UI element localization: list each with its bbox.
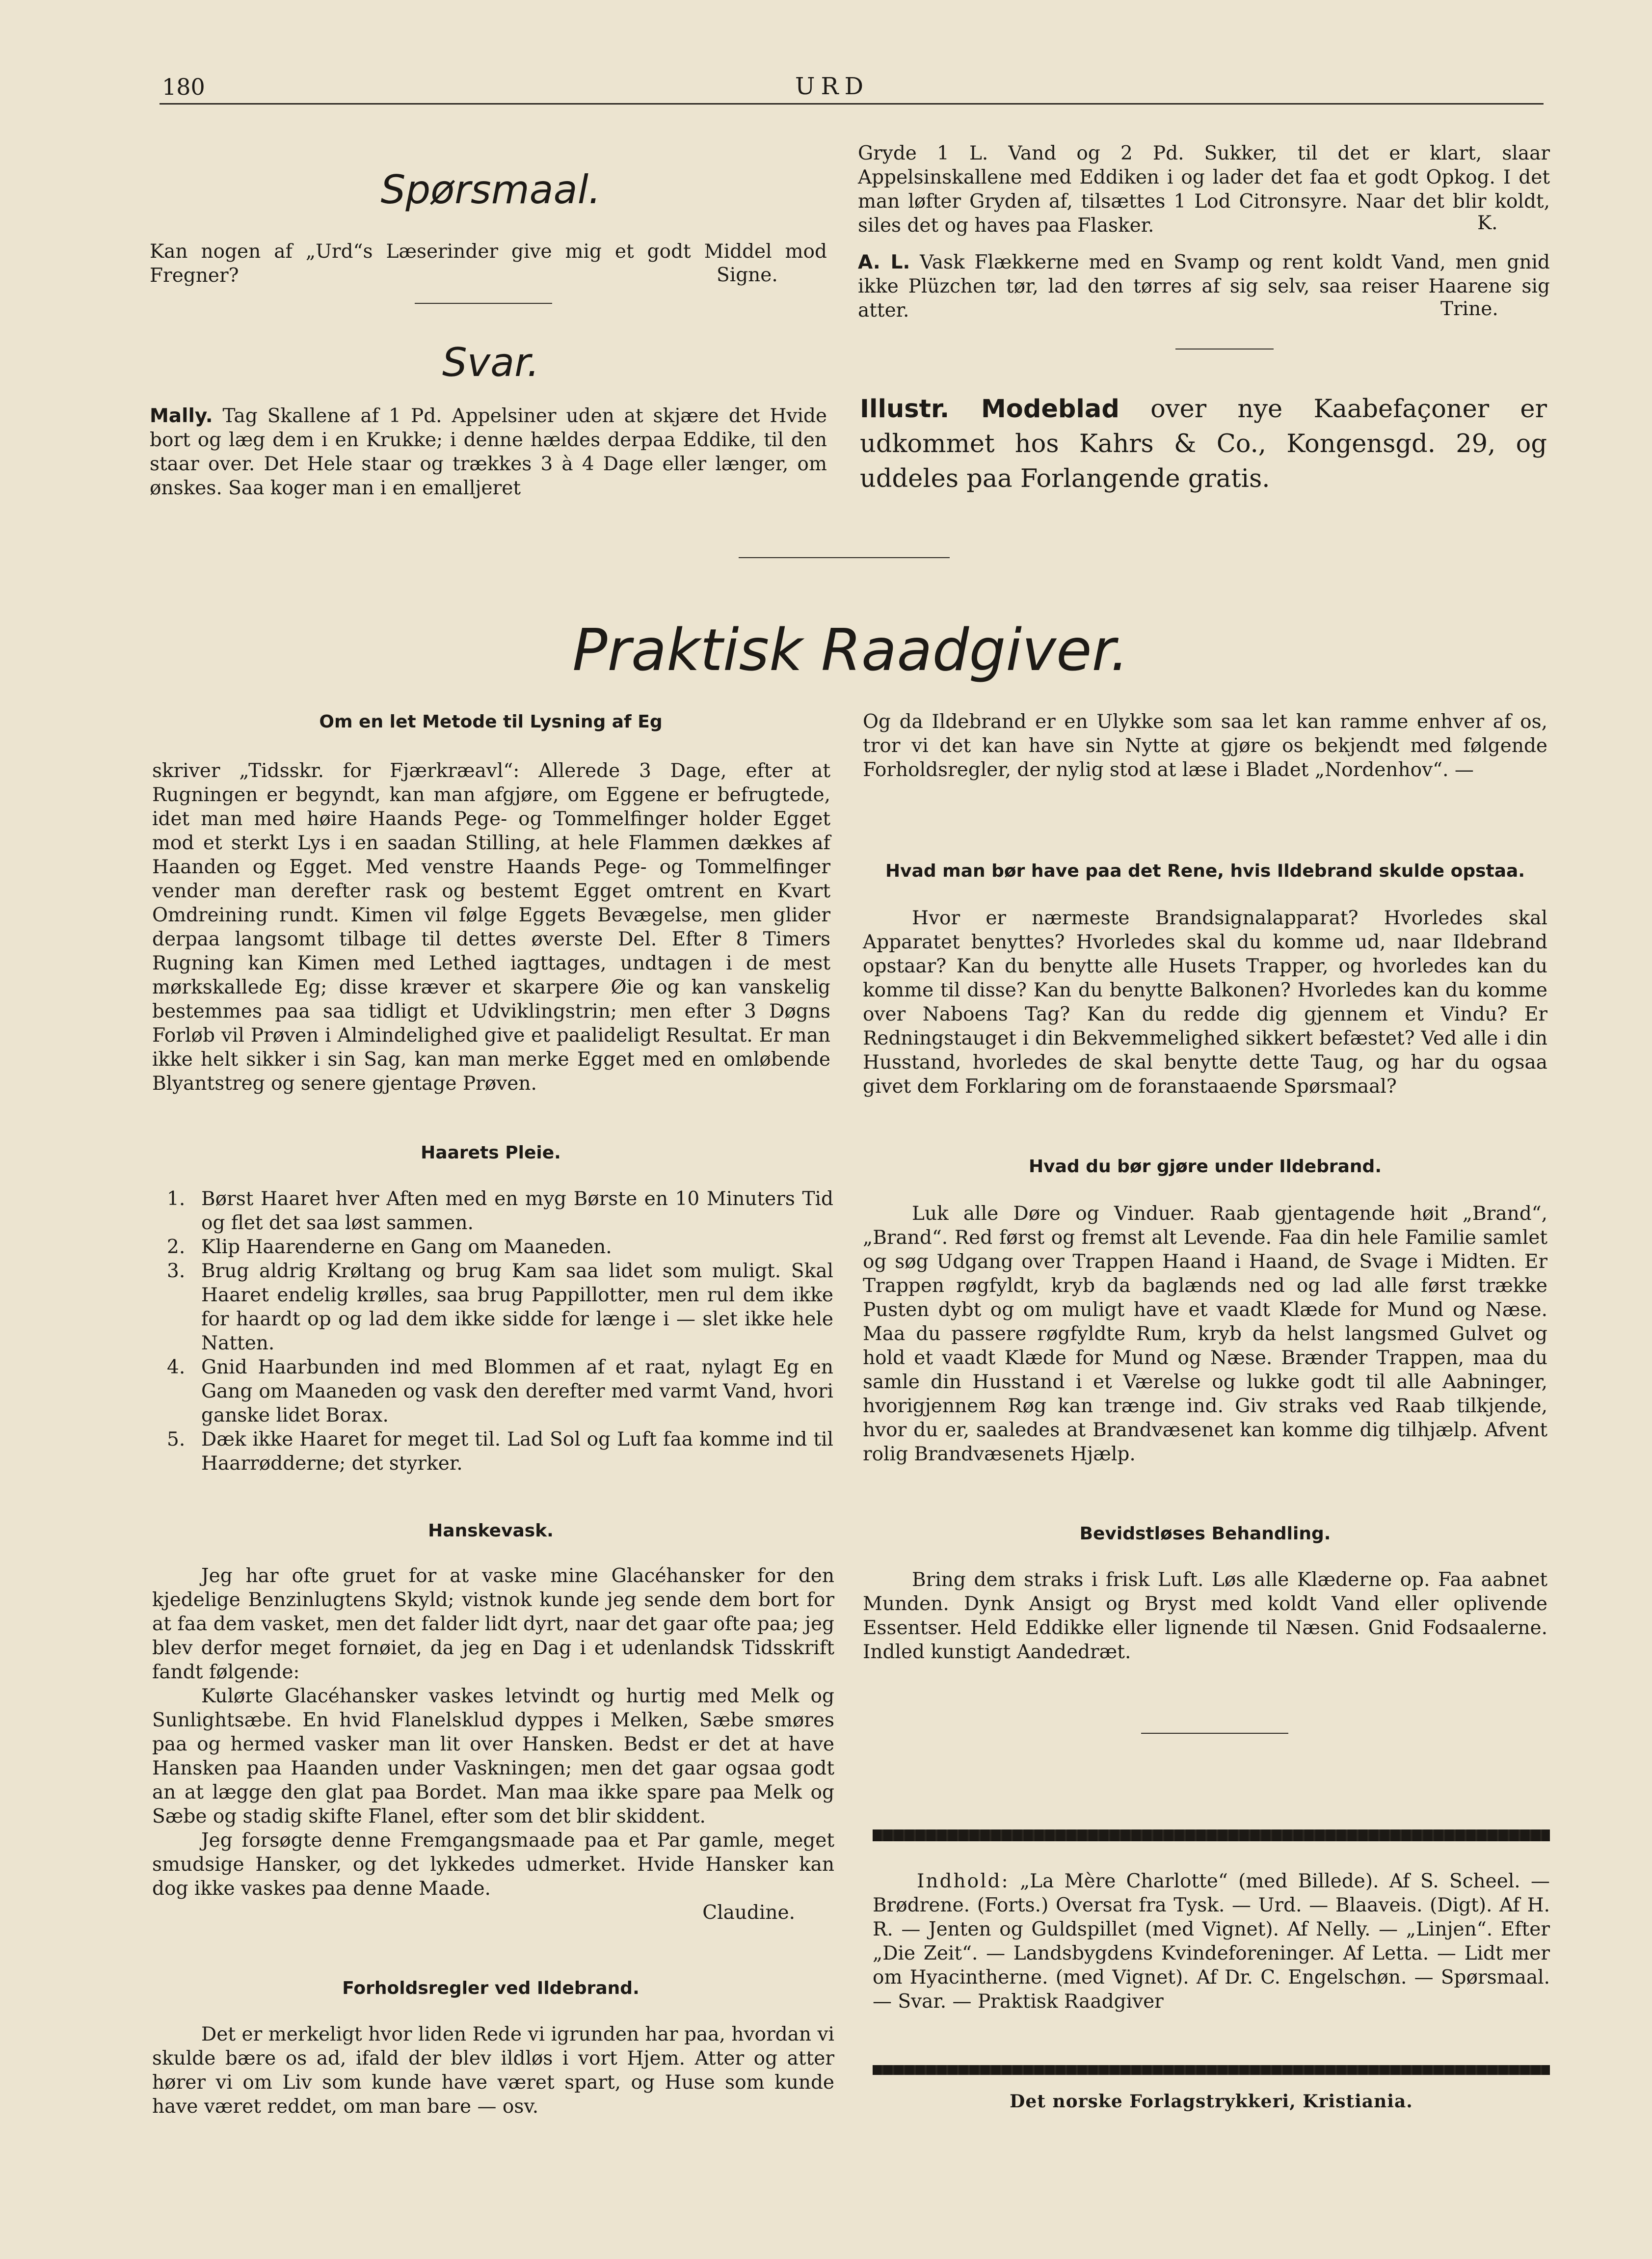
forholdsregler-heading: Forholdsregler ved Ildebrand. xyxy=(342,1978,639,1998)
sporsmaal-question: Kan nogen af „Urd“s Læserinder give mig et godt Middel mod Fregner? xyxy=(150,241,827,287)
under-heading: Hvad du bør gjøre under Ildebrand. xyxy=(1029,1156,1382,1177)
svar-al-signature: Trine. xyxy=(1440,298,1498,320)
haarets-pleie-item xyxy=(152,1259,833,1355)
indhold-top-rule xyxy=(873,1829,1550,1841)
svar-mally-lead: Mally. xyxy=(150,405,213,427)
haarets-pleie-item-number: 4. xyxy=(167,1356,186,1378)
hanskevask-p3: Jeg forsøgte denne Fremgangsmaade paa et Par gamle, meget smudsige Hansker, og det lykkedes udmerket. Hvide Hansker kan dog ikke vaskes paa denne Maade. xyxy=(152,1829,834,1900)
forholdsregler-p2: Og da Ildebrand er en Ulykke som saa let kan ramme enhver af os, tror vi det kan have sin Nytte at gjøre os bekjendt med følgende Forholdsregler, der nylig stod at læse i Bladet „Nordenhov“. — xyxy=(863,711,1547,781)
haarets-pleie-item-text: Børst Haaret hver Aften med en myg Børste en 10 Minuters Tid og flet det saa løst sammen. xyxy=(201,1188,833,1234)
haarets-pleie-item xyxy=(152,1427,833,1476)
under-text: Luk alle Døre og Vinduer. Raab gjentagende høit „Brand“, „Brand“. Red først og fremst alt Levende. Faa din hele Familie samlet og søg Udgang over Trappen Haand i Haand, de Svage i Midten. Er Trappen røgfyldt, kryb da baglænds ned og lad alle først trække Pusten dybt og om muligt have et vaadt Klæde for Mund og Næse. Maa du passere røgfyldte Rum, kryb da helst langsmed Gulvet og hold et vaadt Klæde for Mund og Næse. Brænder Trappen, maa du samle din Husstand i et Værelse og lukke godt til alle Aabninger, hvorigjennem Røg kan trænge ind. Giv straks ved Raab tilkjende, hvor du er, saaledes at Brandvæsenet kan komme dig tilhjælp. Afvent rolig Brandvæsenets Hjælp. xyxy=(863,1203,1547,1465)
haarets-pleie-item-number: 2. xyxy=(167,1236,186,1258)
svar-mally-signature: K. xyxy=(1477,212,1498,234)
sporsmaal-signature: Signe. xyxy=(717,264,778,286)
bevidstloses-text: Bring dem straks i frisk Luft. Løs alle Klæderne op. Faa aabnet Munden. Dynk Ansigt og Bryst med koldt Vand eller oplivende Essentser. Held Eddikke eller lignende til Næsen. Gnid Fodsaalerne. Indled kunstigt Aandedræt. xyxy=(863,1569,1547,1663)
rene-text: Hvor er nærmeste Brandsignalapparat? Hvorledes skal Apparatet benyttes? Hvorledes skal du komme ud, naar Ildebrand opstaar? Kan du benytte alle Husets Trapper, og hvorledes kan du komme til disse? Kan du benytte Balkonen? Hvorledes kan du komme over Naboens Tag? Kan du redde dig gjennem et Vindu? Er Redningstauget i din Bekvemmelighed sikkert befæstet? Ved alle i din Husstand, hvorledes de skal benytte dette Taug, og har du ogsaa givet dem Forklaring om de foranstaaende Spørsmaal? xyxy=(863,907,1547,1098)
haarets-pleie-item-text: Brug aldrig Krøltang og brug Kam saa lidet som muligt. Skal Haaret endelig krølles, saa brug Pappillotter, men rul dem ikke for haardt op og lad dem ikke sidde for længe i — slet ikke hele Natten. xyxy=(201,1260,833,1354)
modeblad-ad xyxy=(860,392,1547,496)
sporsmaal-title: Spørsmaal. xyxy=(380,167,601,213)
svar-mally-continued xyxy=(858,141,1550,238)
svar-mally xyxy=(150,404,827,500)
right-divider xyxy=(1141,1733,1288,1734)
svar-al-text: Vask Flækkerne med en Svamp og rent koldt Vand, men gnid ikke Plüzchen tør, lad den tørres af sig selv, saa reiser Haarene sig atter. xyxy=(858,251,1550,322)
haarets-pleie-item-text: Gnid Haarbunden ind med Blommen af et raat, nylagt Eg en Gang om Maaneden og vask den derefter med varmt Vand, hvori ganske lidet Borax. xyxy=(201,1356,833,1426)
svar-al-lead: A. L. xyxy=(858,251,910,273)
haarets-pleie-item-number: 5. xyxy=(167,1428,186,1451)
haarets-pleie-heading: Haarets Pleie. xyxy=(421,1143,561,1163)
haarets-pleie-item xyxy=(152,1355,833,1427)
haarets-pleie-item-number: 1. xyxy=(167,1188,186,1210)
lysning-text: skriver „Tidsskr. for Fjærkræavl“: Allerede 3 Dage, efter at Rugningen er begyndt, kan man afgjøre, om Eggene er befrugtede, idet man med høire Haands Pege- og Tommelfinger holder Egget mod et sterkt Lys i en saadan Stilling, at hele Flammen dækkes af Haanden og Egget. Med venstre Haands Pege- og Tommelfinger vender man derefter rask og bestemt Egget omtrent en Kvart Omdreining rundt. Kimen vil følge Eggets Bevægelse, men glider derpaa langsomt tilbage til dettes øverste Del. Efter 8 Timers Rugning kan Kimen med Lethed iagttages, undtagen i de mest mørkskallede Eg; disse kræver et skarpere Øie og kan vanskelig bestemmes paa saa tidligt et Udviklingstrin; men efter 3 Døgns Forløb vil Prøven i Almindelighed give et paalideligt Resultat. Er man ikke helt sikker i sin Sag, kan man merke Egget med en omløbende Blyantstreg og senere gjentage Prøven. xyxy=(152,760,830,1095)
haarets-pleie-item-number: 3. xyxy=(167,1260,186,1282)
hanskevask-p2: Kulørte Glacéhansker vaskes letvindt og hurtig med Melk og Sunlightsæbe. En hvid Flanelsklud dyppes i Melken, Sæbe smøres paa og hermed vasker man lit over Hansken. Bedst er det at have Hansken paa Haanden under Vaskningen; men det gaar ogsaa godt an at lægge den glat paa Bordet. Man maa ikke spare paa Melk og Sæbe og stadig skifte Flanel, efter som det blir skiddent. xyxy=(152,1685,834,1828)
svar-title: Svar. xyxy=(442,340,540,385)
page-number: 180 xyxy=(162,74,205,100)
modeblad-ad-lead: Illustr. Modeblad xyxy=(860,395,1119,424)
svar-divider xyxy=(1175,349,1274,350)
haarets-pleie-item-text: Klip Haarenderne en Gang om Maaneden. xyxy=(201,1236,612,1258)
hanskevask-heading: Hanskevask. xyxy=(428,1521,554,1541)
printer-footer: Det norske Forlagstrykkeri, Kristiania. xyxy=(1010,2091,1413,2112)
forholdsregler-p1: Det er merkeligt hvor liden Rede vi igrunden har paa, hvordan vi skulde bære os ad, ifald der blev ildløs i vort Hjem. Atter og atter hører vi om Liv som kunde have været spart, og Huse som kunde have været reddet, om man bare — osv. xyxy=(152,2023,834,2118)
hanskevask-body xyxy=(152,1564,834,1925)
haarets-pleie-item xyxy=(152,1187,833,1235)
journal-title: URD xyxy=(795,73,870,100)
indhold-label: Indhold: xyxy=(917,1870,1010,1892)
haarets-pleie-item-text: Dæk ikke Haaret for meget til. Lad Sol og Luft faa komme ind til Haarrødderne; det styrker. xyxy=(201,1428,833,1475)
hanskevask-p1: Jeg har ofte gruet for at vaske mine Glacéhansker for den kjedelige Benzinlugtens Skyld; vistnok kunde jeg sende dem bort for at faa dem vasket, men det falder lidt dyrt, naar det gaar ofte paa; jeg blev derfor meget fornøiet, da jeg en Dag i et udenlandsk Tidsskrift fandt følgende: xyxy=(152,1565,834,1683)
indhold-body: „La Mère Charlotte“ (med Billede). Af S. Scheel. — Brødrene. (Forts.) Oversat fra Tysk. — Urd. — Blaaveis. (Digt). Af H. R. — Jenten og Guldspillet (med Vignet). Af Nelly. — „Linjen“. Efter „Die Zeit“. — Landsbygdens Kvindeforeninger. Af Letta. — Lidt mer om Hyacintherne. (med Vignet). Af Dr. C. Engelschøn. — Spørsmaal. — Svar. — Praktisk Raadgiver xyxy=(873,1870,1550,2013)
rene-heading: Hvad man bør have paa det Rene, hvis Ildebrand skulde opstaa. xyxy=(885,861,1525,881)
indhold-text xyxy=(873,1869,1550,2014)
indhold-bottom-rule xyxy=(873,2065,1550,2075)
haarets-pleie-item xyxy=(152,1235,833,1259)
bevidstloses-heading: Bevidstløses Behandling. xyxy=(1079,1524,1331,1544)
section-divider xyxy=(739,557,950,558)
hanskevask-signature: Claudine. xyxy=(702,1902,795,1924)
modeblad-ad-text: over nye Kaabefaçoner er udkommet hos Kahrs & Co., Kongensgd. 29, og uddeles paa Forlangende gratis. xyxy=(860,395,1547,493)
header-rule xyxy=(160,103,1544,105)
lysning-heading: Om en let Metode til Lysning af Eg xyxy=(319,712,663,732)
svar-mally-cont-text: Gryde 1 L. Vand og 2 Pd. Sukker, til det er klart, slaar Appelsinskallene med Eddiken i og lader det faa et godt Opkog. I det man løfter Gryden af, tilsættes 1 Lod Citronsyre. Naar det blir koldt, siles det og haves paa Flasker. xyxy=(858,142,1550,237)
sporsmaal-divider xyxy=(415,303,552,304)
haarets-pleie-list xyxy=(152,1187,833,1476)
praktisk-title: Praktisk Raadgiver. xyxy=(572,616,1129,684)
svar-mally-text: Tag Skallene af 1 Pd. Appelsiner uden at skjære det Hvide bort og læg dem i en Krukke; i denne hældes derpaa Eddike, til den staar over. Det Hele staar og trækkes 3 à 4 Dage eller længer, om ønskes. Saa koger man i en emalljeret xyxy=(150,405,827,499)
